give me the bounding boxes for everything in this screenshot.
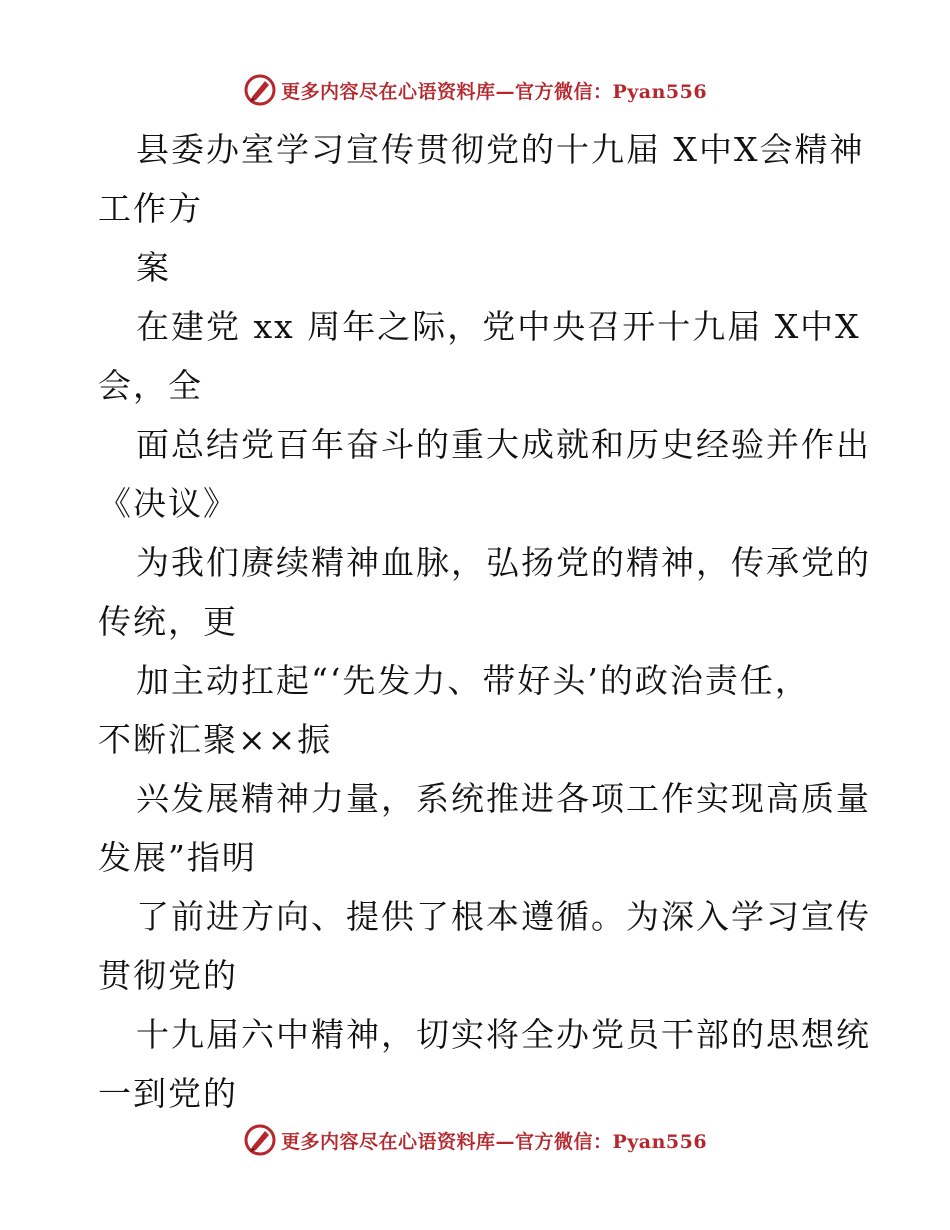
text-line: 在建党 xx 周年之际，党中央召开十九届 X中X	[136, 307, 861, 346]
text-line: 十九届六中精神，切实将全办党员干部的思想统	[136, 1015, 871, 1054]
text-line: 发展”指明	[98, 838, 257, 877]
header-banner	[0, 70, 950, 110]
pen-logo-icon	[243, 1123, 277, 1157]
banner-text: 更多内容尽在心语资料库—官方微信：Pyan556	[280, 80, 708, 103]
text-line: 贯彻党的	[98, 956, 238, 995]
text-line: 为我们赓续精神血脉，弘扬党的精神，传承党的	[136, 543, 871, 582]
text-line: 《决议》	[98, 484, 238, 523]
text-line: 传统，更	[98, 602, 238, 641]
banner-text: 更多内容尽在心语资料库—官方微信：Pyan556	[280, 1130, 708, 1153]
text-line: 会，全	[98, 366, 203, 405]
pen-logo-icon	[243, 73, 277, 107]
text-line: 面总结党百年奋斗的重大成就和历史经验并作出	[136, 425, 871, 464]
footer-banner	[0, 1120, 950, 1160]
text-line: 不断汇聚××振	[98, 720, 333, 759]
text-line: 工作方	[98, 189, 203, 228]
text-line: 兴发展精神力量，系统推进各项工作实现高质量	[136, 779, 871, 818]
text-line: 案	[136, 248, 171, 287]
text-line: 一到党的	[98, 1074, 238, 1113]
document-body	[98, 120, 871, 1123]
text-line: 加主动扛起“‘先发力、带好头’的政治责任，	[136, 661, 810, 700]
text-line: 县委办室学习宣传贯彻党的十九届 X中X会精神	[136, 130, 865, 169]
text-line: 了前进方向、提供了根本遵循。为深入学习宣传	[136, 897, 871, 936]
